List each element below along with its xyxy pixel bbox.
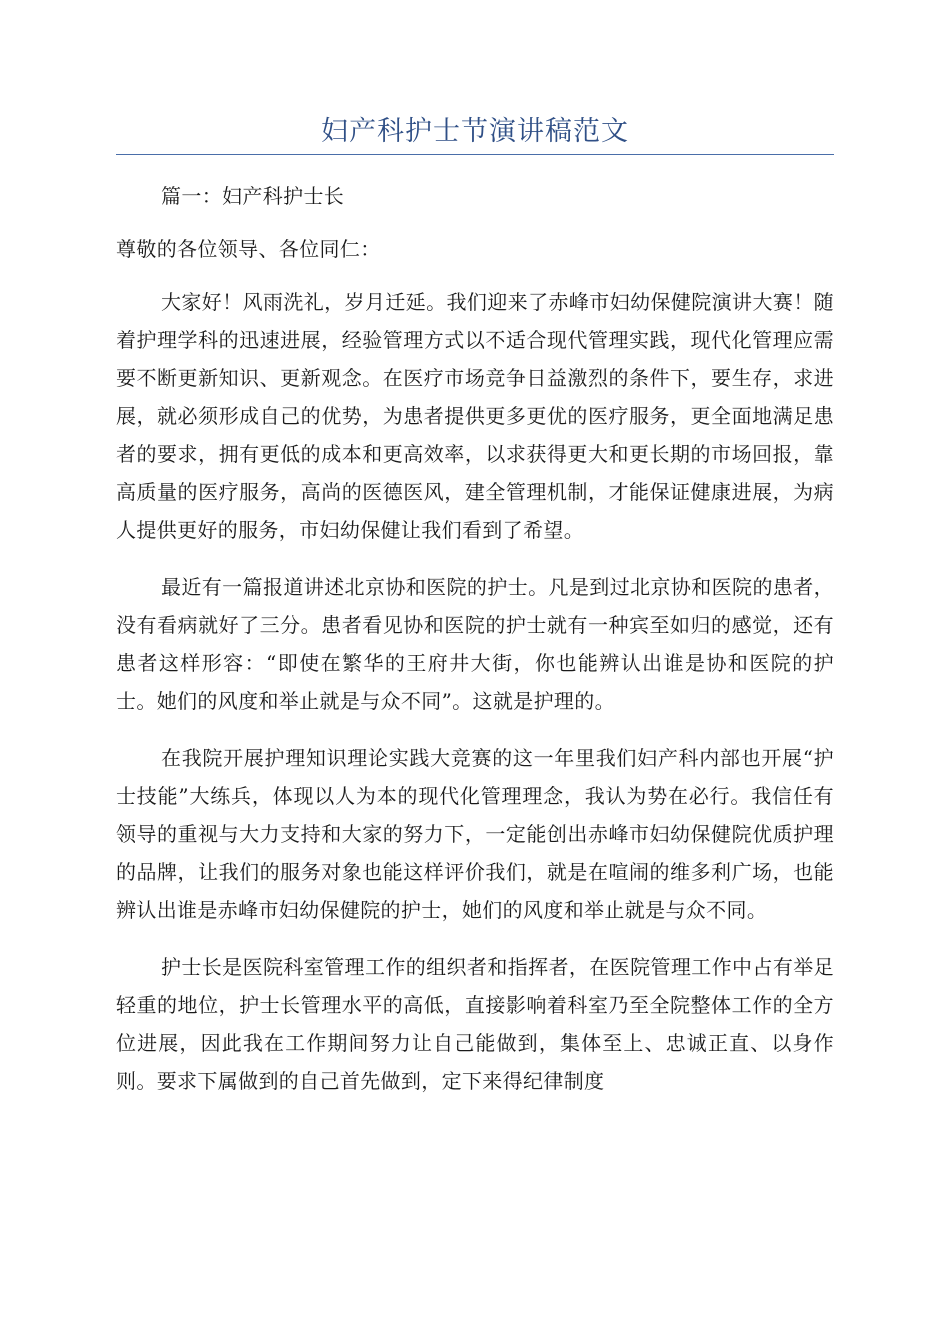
document-body: [116, 177, 834, 1100]
paragraph: 在我院开展护理知识理论实践大竞赛的这一年里我们妇产科内部也开展“护士技能”大练兵，体现以人为本的现代化管理理念，我认为势在必行。我信任有领导的重视与大力支持和大家的努力下，一定能创出赤峰市妇幼保健院优质护理的品牌，让我们的服务对象也能这样评价我们，就是在喧闹的维多利广场，也能辨认出谁是赤峰市妇幼保健院的护士，她们的风度和举止就是与众不同。: [116, 746, 834, 922]
paragraph: 护士长是医院科室管理工作的组织者和指挥者，在医院管理工作中占有举足轻重的地位，护士长管理水平的高低，直接影响着科室乃至全院整体工作的全方位进展，因此我在工作期间努力让自己能做到，集体至上、忠诚正直、以身作则。要求下属做到的自己首先做到，定下来得纪律制度: [116, 955, 834, 1093]
salutation: 尊敬的各位领导、各位同仁：: [116, 237, 381, 261]
document-title: 妇产科护士节演讲稿范文: [321, 116, 629, 147]
title-underline: [116, 154, 834, 155]
paragraph: 大家好！风雨洗礼，岁月迁延。我们迎来了赤峰市妇幼保健院演讲大赛！随着护理学科的迅速进展，经验管理方式以不适合现代管理实践，现代化管理应需要不断更新知识、更新观念。在医疗市场竞争日益激烈的条件下，要生存，求进展，就必须形成自己的优势，为患者提供更多更优的医疗服务，更全面地满足患者的要求，拥有更低的成本和更高效率，以求获得更大和更长期的市场回报，靠高质量的医疗服务，高尚的医德医风，建全管理机制，才能保证健康进展，为病人提供更好的服务，市妇幼保健让我们看到了希望。: [116, 290, 834, 542]
section-heading: 篇一：妇产科护士长: [161, 184, 345, 208]
paragraph: 最近有一篇报道讲述北京协和医院的护士。凡是到过北京协和医院的患者，没有看病就好了三分。患者看见协和医院的护士就有一种宾至如归的感觉，还有患者这样形容：“即使在繁华的王府井大街，你也能辨认出谁是协和医院的护士。她们的风度和举止就是与众不同”。这就是护理的。: [116, 575, 834, 713]
